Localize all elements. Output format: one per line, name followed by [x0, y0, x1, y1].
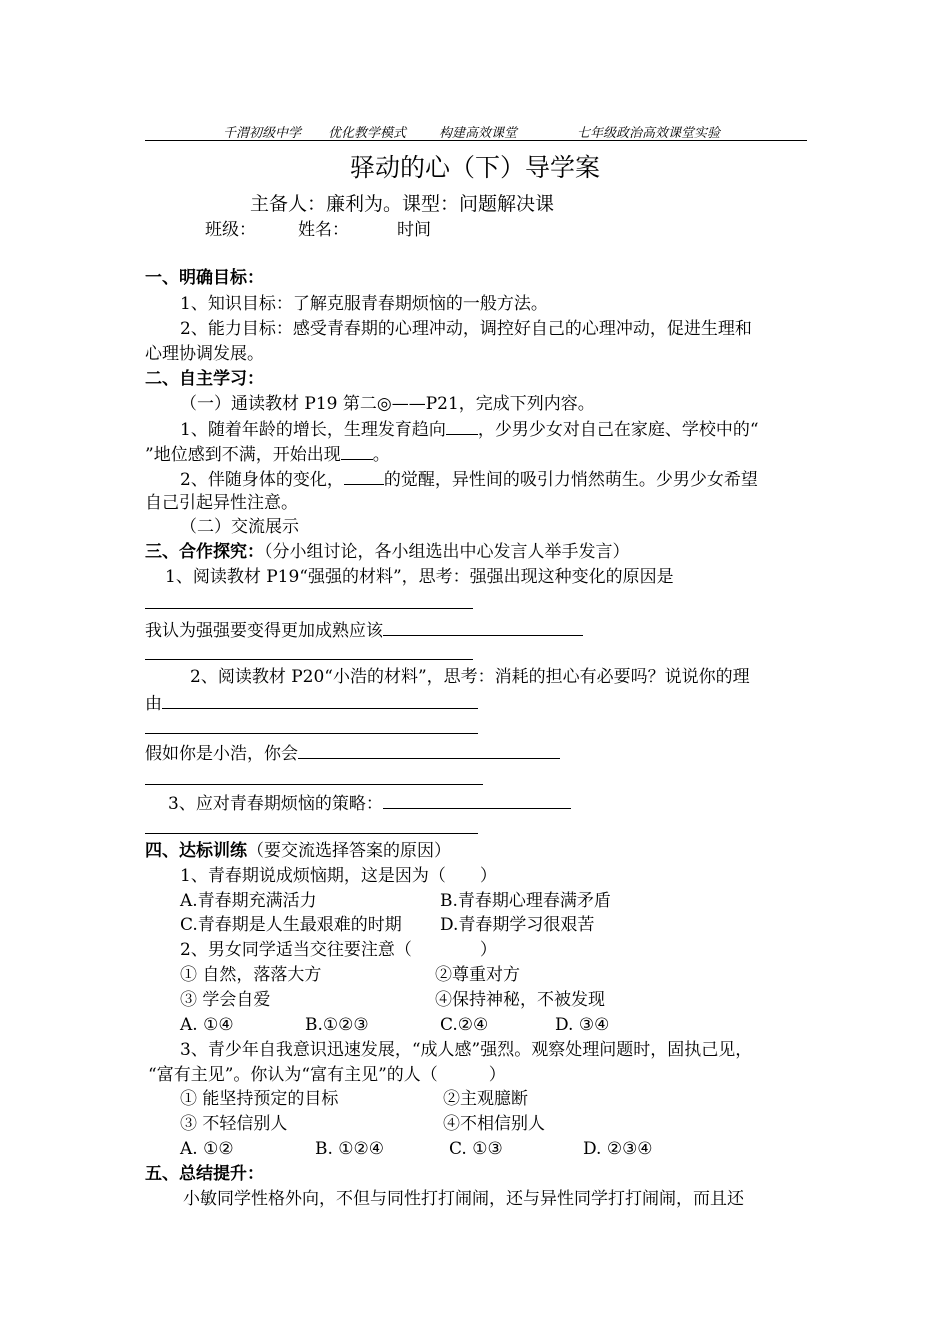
quiz-q3-item-3: ③ 不轻信别人	[180, 1114, 288, 1134]
summary-case: 小敏同学性格外向，不但与同性打打闹闹，还与异性同学打打闹闹，而且还	[183, 1189, 744, 1209]
q2-blank[interactable]	[344, 466, 384, 485]
preparer-line: 主备人：廉利为。课型：问题解决课	[250, 193, 555, 215]
quiz-q3-item-1: ① 能坚持预定的目标	[180, 1089, 339, 1109]
quiz-q2-item-1: ① 自然，落落大方	[180, 965, 322, 985]
explore-q2c-text: 假如你是小浩，你会	[145, 744, 298, 764]
q1-blank-1[interactable]	[446, 416, 478, 435]
page-title: 驿动的心（下）导学案	[349, 153, 600, 182]
quiz-q2-item-2: ②尊重对方	[435, 965, 520, 985]
goal-ability-cont: 心理协调发展。	[145, 344, 264, 364]
quiz-q2-item-4: ④保持神秘，不被发现	[435, 990, 605, 1010]
section-4-heading-line	[145, 839, 451, 863]
name-label: 姓名：	[298, 220, 349, 240]
header-motto-2: 构建高效课堂	[439, 126, 518, 141]
section-2-heading: 二、自主学习：	[145, 369, 264, 389]
quiz-q1-option-c[interactable]: C.青春期是人生最艰难的时期	[180, 915, 402, 935]
answer-line[interactable]	[145, 833, 478, 834]
header-project: 七年级政治高效课堂实验	[577, 126, 721, 141]
quiz-q1: 1、青春期说成烦恼期，这是因为（ ）	[180, 866, 497, 886]
time-label: 时间	[397, 220, 431, 240]
section-3-heading: 三、合作探究：	[145, 542, 264, 562]
q1-text-d: 。	[372, 445, 390, 465]
self-study-q1-cont	[145, 441, 390, 467]
answer-line[interactable]	[145, 733, 478, 734]
explore-q2-reason: 由	[145, 694, 162, 714]
explore-q1b	[145, 617, 583, 643]
section-3-heading-line	[145, 540, 630, 564]
quiz-q2-option-d[interactable]: D. ③④	[555, 1015, 610, 1035]
explore-q3-text: 3、应对青春期烦恼的策略：	[168, 794, 383, 814]
self-study-intro: （一）通读教材 P19 第二◎——P21，完成下列内容。	[180, 394, 595, 414]
quiz-q1-option-d[interactable]: D.青春期学习很艰苦	[440, 915, 595, 935]
goal-ability: 2、能力目标：感受青春期的心理冲动，调控好自己的心理冲动，促进生理和	[180, 319, 752, 339]
quiz-q1-option-a[interactable]: A.青春期充满活力	[180, 891, 317, 911]
answer-blank[interactable]	[298, 740, 560, 759]
answer-blank[interactable]	[383, 617, 583, 636]
goal-knowledge: 1、知识目标：了解克服青春期烦恼的一般方法。	[180, 294, 548, 314]
header-motto-1: 优化教学模式	[328, 126, 407, 141]
quiz-q2-item-3: ③ 学会自爱	[180, 990, 271, 1010]
section-1-heading: 一、明确目标：	[145, 268, 264, 288]
q1-text-a: 1、随着年龄的增长，生理发育趋向	[180, 420, 446, 440]
quiz-q2: 2、男女同学适当交往要注意（ ）	[180, 940, 497, 960]
exchange-display: （二）交流展示	[180, 517, 299, 537]
quiz-q3-item-2: ②主观臆断	[443, 1089, 528, 1109]
explore-q1: 1、阅读教材 P19“强强的材料”，思考：强强出现这种变化的原因是	[165, 567, 674, 587]
answer-line[interactable]	[145, 784, 483, 785]
explore-q2-cont	[145, 690, 478, 716]
answer-line[interactable]	[145, 659, 473, 660]
header-school: 千渭初级中学	[223, 126, 302, 141]
quiz-q2-option-c[interactable]: C.②④	[440, 1015, 489, 1035]
quiz-q3-option-c[interactable]: C. ①③	[449, 1139, 503, 1159]
self-study-q2-cont: 自己引起异性注意。	[145, 493, 298, 513]
quiz-q3-cont: “富有主见”。你认为“富有主见”的人（ ）	[148, 1065, 506, 1085]
quiz-q3-option-b[interactable]: B. ①②④	[315, 1139, 385, 1159]
self-study-q2	[180, 466, 758, 492]
q1-text-b: ，少男少女对自己在家庭、学校中的“	[477, 420, 759, 440]
quiz-q3-option-d[interactable]: D. ②③④	[583, 1139, 653, 1159]
q1-text-c: ”地位感到不满，开始出现	[145, 445, 341, 465]
q1-blank-2[interactable]	[341, 441, 373, 460]
answer-blank[interactable]	[383, 790, 571, 809]
quiz-q3-option-a[interactable]: A. ①②	[180, 1139, 234, 1159]
quiz-q2-option-a[interactable]: A. ①④	[180, 1015, 234, 1035]
class-label: 班级：	[205, 220, 256, 240]
section-4-heading: 四、达标训练	[145, 841, 247, 861]
quiz-q3-item-4: ④不相信别人	[443, 1114, 545, 1134]
explore-q2: 2、阅读教材 P20“小浩的材料”，思考：消耗的担心有必要吗？说说你的理	[190, 667, 750, 687]
quiz-q3: 3、青少年自我意识迅速发展，“成人感”强烈。观察处理问题时，固执己见，	[180, 1040, 753, 1060]
quiz-q1-option-b[interactable]: B.青春期心理春满矛盾	[440, 891, 611, 911]
section-5-heading: 五、总结提升：	[145, 1164, 264, 1184]
section-4-note: （要交流选择答案的原因）	[247, 841, 451, 861]
answer-blank[interactable]	[162, 690, 478, 709]
page-header	[145, 122, 807, 141]
answer-line[interactable]	[145, 608, 473, 609]
explore-q2c	[145, 740, 560, 766]
self-study-q1	[180, 416, 759, 442]
quiz-q2-option-b[interactable]: B.①②③	[305, 1015, 369, 1035]
q2-text-a: 2、伴随身体的变化，	[180, 470, 344, 490]
explore-q1b-text: 我认为强强要变得更加成熟应该	[145, 621, 383, 641]
q2-text-b: 的觉醒，异性间的吸引力悄然萌生。少男少女希望	[383, 470, 758, 490]
explore-q3	[168, 790, 571, 816]
section-3-note: （分小组讨论，各小组选出中心发言人举手发言）	[264, 542, 630, 562]
